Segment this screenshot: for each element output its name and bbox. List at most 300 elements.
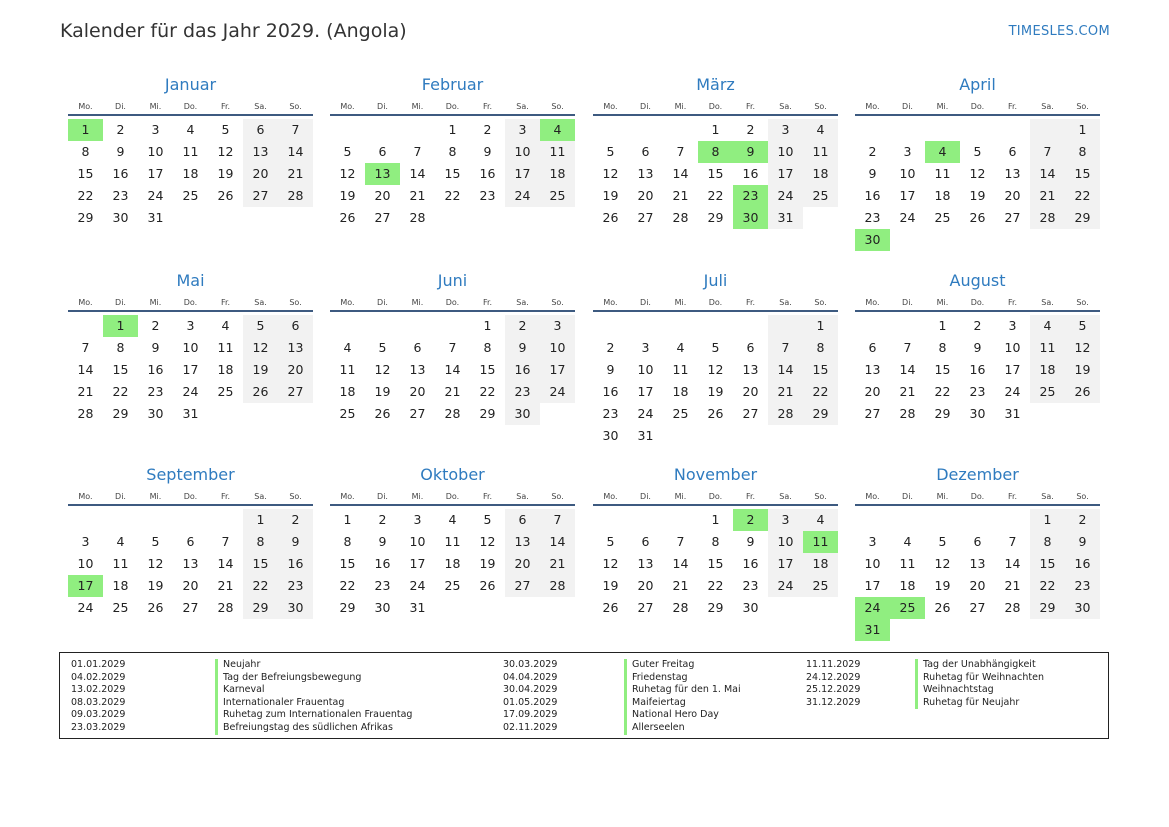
day-cell[interactable]: 16 [969,362,986,377]
day-cell[interactable]: 15 [479,362,496,377]
day-cell[interactable]: 23 [1065,575,1100,597]
day-cell[interactable]: 21 [444,384,461,399]
day-cell[interactable]: 7 [278,119,313,141]
day-cell[interactable]: 8 [1065,141,1100,163]
day-cell[interactable]: 23 [505,381,540,403]
day-cell[interactable]: 29 [707,600,724,615]
day-cell[interactable]: 14 [672,556,689,571]
day-cell[interactable]: 13 [365,163,400,185]
day-cell[interactable]: 3 [413,512,422,527]
day-cell[interactable]: 10 [147,144,164,159]
day-cell[interactable]: 2 [483,122,492,137]
day-cell[interactable]: 25 [890,597,925,619]
day-cell[interactable]: 22 [803,381,838,403]
day-cell[interactable]: 29 [479,406,496,421]
day-cell[interactable]: 10 [505,141,540,163]
day-cell[interactable]: 23 [479,188,496,203]
day-cell[interactable]: 6 [243,119,278,141]
day-cell[interactable]: 3 [868,534,877,549]
day-cell[interactable]: 7 [676,144,685,159]
day-cell[interactable]: 13 [864,362,881,377]
day-cell[interactable]: 10 [77,556,94,571]
day-cell[interactable]: 26 [147,600,164,615]
day-cell[interactable]: 28 [672,210,689,225]
day-cell[interactable]: 16 [742,166,759,181]
day-cell[interactable]: 26 [602,600,619,615]
day-cell[interactable]: 18 [1030,359,1065,381]
day-cell[interactable]: 20 [243,163,278,185]
day-cell[interactable]: 25 [803,575,838,597]
day-cell[interactable]: 4 [186,122,195,137]
day-cell[interactable]: 23 [733,185,768,207]
day-cell[interactable]: 15 [243,553,278,575]
day-cell[interactable]: 10 [540,337,575,359]
day-cell[interactable]: 3 [505,119,540,141]
day-cell[interactable]: 21 [217,578,234,593]
day-cell[interactable]: 23 [742,578,759,593]
day-cell[interactable]: 29 [803,403,838,425]
day-cell[interactable]: 26 [707,406,724,421]
day-cell[interactable]: 27 [742,406,759,421]
day-cell[interactable]: 19 [707,384,724,399]
day-cell[interactable]: 17 [899,188,916,203]
day-cell[interactable]: 25 [672,406,689,421]
day-cell[interactable]: 6 [1008,144,1017,159]
day-cell[interactable]: 8 [1030,531,1065,553]
day-cell[interactable]: 20 [969,578,986,593]
day-cell[interactable]: 16 [505,359,540,381]
day-cell[interactable]: 6 [378,144,387,159]
day-cell[interactable]: 28 [1030,207,1065,229]
day-cell[interactable]: 13 [278,337,313,359]
day-cell[interactable]: 1 [343,512,352,527]
day-cell[interactable]: 1 [938,318,947,333]
day-cell[interactable]: 3 [768,119,803,141]
day-cell[interactable]: 9 [746,534,755,549]
day-cell[interactable]: 10 [864,556,881,571]
day-cell[interactable]: 2 [746,122,755,137]
day-cell[interactable]: 21 [1004,578,1021,593]
day-cell[interactable]: 28 [217,600,234,615]
day-cell[interactable]: 21 [672,188,689,203]
day-cell[interactable]: 29 [77,210,94,225]
day-cell[interactable]: 5 [711,340,720,355]
day-cell[interactable]: 7 [903,340,912,355]
day-cell[interactable]: 24 [768,575,803,597]
day-cell[interactable]: 26 [243,381,278,403]
day-cell[interactable]: 31 [409,600,426,615]
day-cell[interactable]: 15 [707,556,724,571]
day-cell[interactable]: 23 [112,188,129,203]
day-cell[interactable]: 13 [505,531,540,553]
day-cell[interactable]: 8 [483,340,492,355]
day-cell[interactable]: 17 [505,163,540,185]
day-cell[interactable]: 9 [483,144,492,159]
day-cell[interactable]: 1 [803,315,838,337]
day-cell[interactable]: 24 [768,185,803,207]
day-cell[interactable]: 31 [768,207,803,229]
day-cell[interactable]: 10 [768,141,803,163]
day-cell[interactable]: 1 [1065,119,1100,141]
day-cell[interactable]: 2 [116,122,125,137]
day-cell[interactable]: 19 [374,384,391,399]
day-cell[interactable]: 16 [742,556,759,571]
site-link[interactable]: TIMESLES.COM [1008,24,1110,39]
day-cell[interactable]: 3 [1008,318,1017,333]
day-cell[interactable]: 16 [112,166,129,181]
day-cell[interactable]: 11 [444,534,461,549]
day-cell[interactable]: 29 [243,597,278,619]
day-cell[interactable]: 30 [602,428,619,443]
day-cell[interactable]: 25 [1030,381,1065,403]
day-cell[interactable]: 15 [1065,163,1100,185]
day-cell[interactable]: 22 [707,188,724,203]
day-cell[interactable]: 13 [409,362,426,377]
day-cell[interactable]: 24 [77,600,94,615]
day-cell[interactable]: 27 [243,185,278,207]
day-cell[interactable]: 15 [934,362,951,377]
day-cell[interactable]: 1 [448,122,457,137]
day-cell[interactable]: 3 [151,122,160,137]
day-cell[interactable]: 14 [672,166,689,181]
day-cell[interactable]: 20 [374,188,391,203]
day-cell[interactable]: 16 [147,362,164,377]
day-cell[interactable]: 16 [864,188,881,203]
day-cell[interactable]: 12 [217,144,234,159]
day-cell[interactable]: 19 [217,166,234,181]
day-cell[interactable]: 1 [483,318,492,333]
day-cell[interactable]: 22 [339,578,356,593]
day-cell[interactable]: 26 [1065,381,1100,403]
day-cell[interactable]: 24 [182,384,199,399]
day-cell[interactable]: 30 [147,406,164,421]
day-cell[interactable]: 17 [768,163,803,185]
day-cell[interactable]: 20 [505,553,540,575]
day-cell[interactable]: 27 [1004,210,1021,225]
day-cell[interactable]: 13 [969,556,986,571]
day-cell[interactable]: 14 [444,362,461,377]
day-cell[interactable]: 27 [409,406,426,421]
day-cell[interactable]: 11 [339,362,356,377]
day-cell[interactable]: 25 [339,406,356,421]
day-cell[interactable]: 1 [103,315,138,337]
day-cell[interactable]: 27 [969,600,986,615]
day-cell[interactable]: 3 [641,340,650,355]
day-cell[interactable]: 25 [182,188,199,203]
day-cell[interactable]: 12 [374,362,391,377]
day-cell[interactable]: 6 [641,144,650,159]
day-cell[interactable]: 22 [77,188,94,203]
day-cell[interactable]: 10 [1004,340,1021,355]
day-cell[interactable]: 31 [1004,406,1021,421]
day-cell[interactable]: 27 [278,381,313,403]
day-cell[interactable]: 19 [602,578,619,593]
day-cell[interactable]: 4 [448,512,457,527]
day-cell[interactable]: 30 [733,207,768,229]
day-cell[interactable]: 8 [116,340,125,355]
day-cell[interactable]: 8 [243,531,278,553]
day-cell[interactable]: 12 [707,362,724,377]
day-cell[interactable]: 29 [707,210,724,225]
day-cell[interactable]: 8 [938,340,947,355]
day-cell[interactable]: 17 [637,384,654,399]
day-cell[interactable]: 5 [343,144,352,159]
day-cell[interactable]: 6 [641,534,650,549]
day-cell[interactable]: 3 [903,144,912,159]
day-cell[interactable]: 5 [1065,315,1100,337]
day-cell[interactable]: 15 [803,359,838,381]
day-cell[interactable]: 10 [899,166,916,181]
day-cell[interactable]: 29 [112,406,129,421]
day-cell[interactable]: 18 [112,578,129,593]
day-cell[interactable]: 18 [899,578,916,593]
day-cell[interactable]: 13 [637,166,654,181]
day-cell[interactable]: 14 [540,531,575,553]
day-cell[interactable]: 19 [1065,359,1100,381]
day-cell[interactable]: 19 [934,578,951,593]
day-cell[interactable]: 5 [151,534,160,549]
day-cell[interactable]: 3 [768,509,803,531]
day-cell[interactable]: 19 [602,188,619,203]
day-cell[interactable]: 4 [903,534,912,549]
day-cell[interactable]: 21 [672,578,689,593]
day-cell[interactable]: 30 [969,406,986,421]
day-cell[interactable]: 1 [68,119,103,141]
day-cell[interactable]: 28 [899,406,916,421]
day-cell[interactable]: 12 [969,166,986,181]
day-cell[interactable]: 5 [483,512,492,527]
day-cell[interactable]: 13 [742,362,759,377]
day-cell[interactable]: 3 [186,318,195,333]
day-cell[interactable]: 25 [934,210,951,225]
day-cell[interactable]: 24 [637,406,654,421]
day-cell[interactable]: 20 [409,384,426,399]
day-cell[interactable]: 16 [278,553,313,575]
day-cell[interactable]: 14 [278,141,313,163]
day-cell[interactable]: 6 [413,340,422,355]
day-cell[interactable]: 18 [803,163,838,185]
day-cell[interactable]: 11 [899,556,916,571]
day-cell[interactable]: 21 [409,188,426,203]
day-cell[interactable]: 15 [707,166,724,181]
day-cell[interactable]: 26 [374,406,391,421]
day-cell[interactable]: 30 [742,600,759,615]
day-cell[interactable]: 22 [1065,185,1100,207]
day-cell[interactable]: 12 [602,556,619,571]
day-cell[interactable]: 31 [637,428,654,443]
day-cell[interactable]: 22 [479,384,496,399]
day-cell[interactable]: 14 [1004,556,1021,571]
day-cell[interactable]: 11 [934,166,951,181]
day-cell[interactable]: 20 [1004,188,1021,203]
day-cell[interactable]: 11 [803,141,838,163]
day-cell[interactable]: 21 [768,381,803,403]
day-cell[interactable]: 6 [186,534,195,549]
day-cell[interactable]: 2 [733,509,768,531]
day-cell[interactable]: 10 [182,340,199,355]
day-cell[interactable]: 19 [339,188,356,203]
day-cell[interactable]: 20 [278,359,313,381]
day-cell[interactable]: 7 [448,340,457,355]
day-cell[interactable]: 14 [409,166,426,181]
day-cell[interactable]: 24 [1004,384,1021,399]
day-cell[interactable]: 27 [637,600,654,615]
day-cell[interactable]: 8 [803,337,838,359]
day-cell[interactable]: 19 [479,556,496,571]
day-cell[interactable]: 18 [182,166,199,181]
day-cell[interactable]: 24 [899,210,916,225]
day-cell[interactable]: 4 [925,141,960,163]
day-cell[interactable]: 18 [672,384,689,399]
day-cell[interactable]: 29 [934,406,951,421]
day-cell[interactable]: 6 [505,509,540,531]
day-cell[interactable]: 21 [278,163,313,185]
day-cell[interactable]: 8 [81,144,90,159]
day-cell[interactable]: 8 [711,534,720,549]
day-cell[interactable]: 11 [672,362,689,377]
day-cell[interactable]: 9 [116,144,125,159]
day-cell[interactable]: 2 [151,318,160,333]
day-cell[interactable]: 4 [676,340,685,355]
day-cell[interactable]: 21 [899,384,916,399]
day-cell[interactable]: 20 [864,384,881,399]
day-cell[interactable]: 7 [1030,141,1065,163]
day-cell[interactable]: 14 [768,359,803,381]
day-cell[interactable]: 5 [221,122,230,137]
day-cell[interactable]: 4 [803,509,838,531]
day-cell[interactable]: 2 [505,315,540,337]
day-cell[interactable]: 28 [278,185,313,207]
day-cell[interactable]: 8 [698,141,733,163]
day-cell[interactable]: 17 [864,578,881,593]
day-cell[interactable]: 21 [540,553,575,575]
day-cell[interactable]: 9 [1065,531,1100,553]
day-cell[interactable]: 15 [77,166,94,181]
day-cell[interactable]: 2 [1065,509,1100,531]
day-cell[interactable]: 8 [448,144,457,159]
day-cell[interactable]: 24 [540,381,575,403]
day-cell[interactable]: 17 [68,575,103,597]
day-cell[interactable]: 6 [278,315,313,337]
day-cell[interactable]: 12 [339,166,356,181]
day-cell[interactable]: 14 [77,362,94,377]
day-cell[interactable]: 15 [444,166,461,181]
day-cell[interactable]: 22 [1030,575,1065,597]
day-cell[interactable]: 30 [505,403,540,425]
day-cell[interactable]: 19 [969,188,986,203]
day-cell[interactable]: 31 [855,619,890,641]
day-cell[interactable]: 27 [864,406,881,421]
day-cell[interactable]: 23 [602,406,619,421]
day-cell[interactable]: 9 [606,362,615,377]
day-cell[interactable]: 26 [479,578,496,593]
day-cell[interactable]: 21 [1030,185,1065,207]
day-cell[interactable]: 17 [182,362,199,377]
day-cell[interactable]: 9 [278,531,313,553]
day-cell[interactable]: 19 [243,359,278,381]
day-cell[interactable]: 28 [77,406,94,421]
day-cell[interactable]: 2 [868,144,877,159]
day-cell[interactable]: 20 [637,578,654,593]
day-cell[interactable]: 28 [672,600,689,615]
day-cell[interactable]: 26 [602,210,619,225]
day-cell[interactable]: 11 [803,531,838,553]
day-cell[interactable]: 11 [112,556,129,571]
day-cell[interactable]: 25 [217,384,234,399]
day-cell[interactable]: 7 [221,534,230,549]
day-cell[interactable]: 26 [934,600,951,615]
day-cell[interactable]: 25 [540,185,575,207]
day-cell[interactable]: 7 [1008,534,1017,549]
day-cell[interactable]: 21 [77,384,94,399]
day-cell[interactable]: 12 [147,556,164,571]
day-cell[interactable]: 27 [374,210,391,225]
day-cell[interactable]: 11 [217,340,234,355]
day-cell[interactable]: 18 [217,362,234,377]
day-cell[interactable]: 29 [1065,207,1100,229]
day-cell[interactable]: 1 [711,512,720,527]
day-cell[interactable]: 4 [343,340,352,355]
day-cell[interactable]: 30 [112,210,129,225]
day-cell[interactable]: 5 [606,534,615,549]
day-cell[interactable]: 28 [444,406,461,421]
day-cell[interactable]: 17 [540,359,575,381]
day-cell[interactable]: 30 [855,229,890,251]
day-cell[interactable]: 7 [81,340,90,355]
day-cell[interactable]: 26 [339,210,356,225]
day-cell[interactable]: 9 [505,337,540,359]
day-cell[interactable]: 5 [606,144,615,159]
day-cell[interactable]: 5 [378,340,387,355]
day-cell[interactable]: 13 [637,556,654,571]
day-cell[interactable]: 30 [374,600,391,615]
day-cell[interactable]: 15 [339,556,356,571]
day-cell[interactable]: 27 [182,600,199,615]
day-cell[interactable]: 9 [973,340,982,355]
day-cell[interactable]: 26 [969,210,986,225]
day-cell[interactable]: 27 [637,210,654,225]
day-cell[interactable]: 17 [409,556,426,571]
day-cell[interactable]: 3 [540,315,575,337]
day-cell[interactable]: 13 [1004,166,1021,181]
day-cell[interactable]: 28 [768,403,803,425]
day-cell[interactable]: 7 [540,509,575,531]
day-cell[interactable]: 24 [409,578,426,593]
day-cell[interactable]: 16 [602,384,619,399]
day-cell[interactable]: 1 [1030,509,1065,531]
day-cell[interactable]: 12 [243,337,278,359]
day-cell[interactable]: 10 [409,534,426,549]
day-cell[interactable]: 2 [278,509,313,531]
day-cell[interactable]: 9 [378,534,387,549]
day-cell[interactable]: 30 [278,597,313,619]
day-cell[interactable]: 17 [147,166,164,181]
day-cell[interactable]: 22 [444,188,461,203]
day-cell[interactable]: 15 [112,362,129,377]
day-cell[interactable]: 22 [707,578,724,593]
day-cell[interactable]: 10 [768,531,803,553]
day-cell[interactable]: 15 [1030,553,1065,575]
day-cell[interactable]: 31 [182,406,199,421]
day-cell[interactable]: 9 [733,141,768,163]
day-cell[interactable]: 7 [413,144,422,159]
day-cell[interactable]: 30 [1065,597,1100,619]
day-cell[interactable]: 19 [147,578,164,593]
day-cell[interactable]: 4 [803,119,838,141]
day-cell[interactable]: 20 [637,188,654,203]
day-cell[interactable]: 9 [151,340,160,355]
day-cell[interactable]: 29 [1030,597,1065,619]
